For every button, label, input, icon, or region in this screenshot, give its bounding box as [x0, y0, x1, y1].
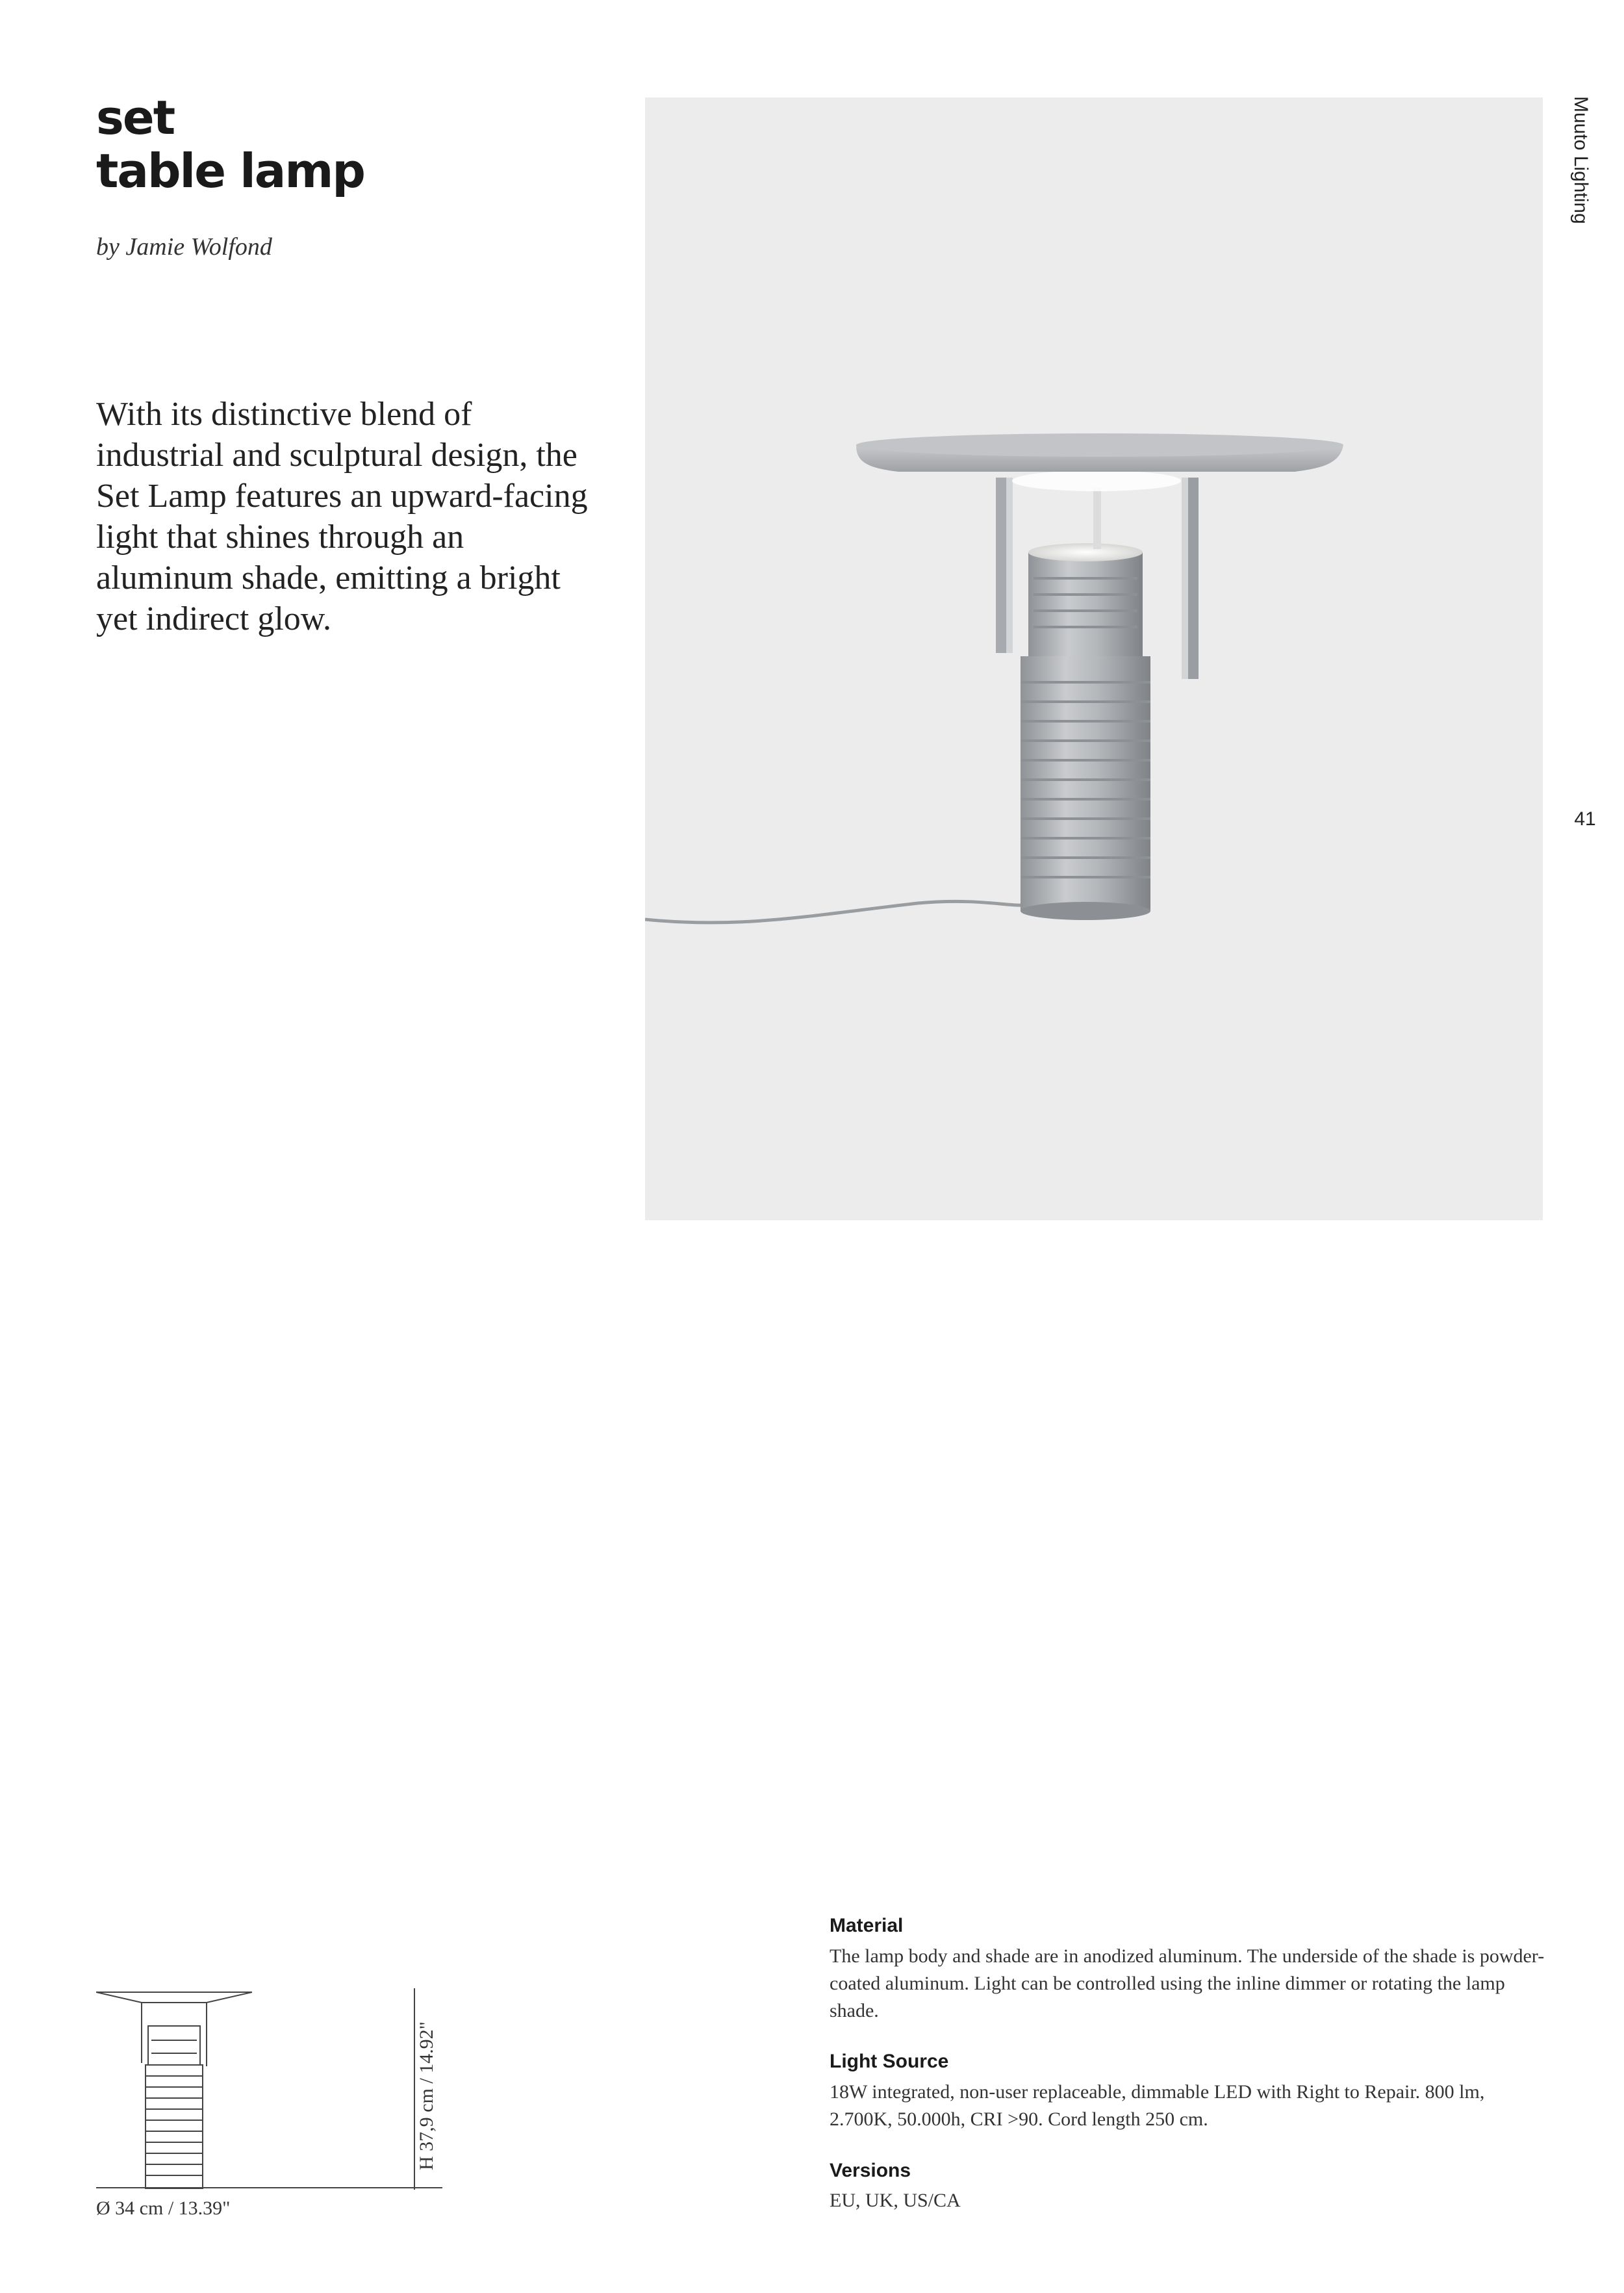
material-text: The lamp body and shade are in anodized aluminum. The underside of the shade is powder-coated aluminum. Light can be controlled using the inline dimmer or rotating the lamp shade. [830, 1945, 1545, 2021]
versions-heading: Versions [830, 2160, 911, 2181]
product-description: With its distinctive blend of industrial and sculptural design, the Set Lamp features an upward-facing light that shines through an aluminum shade, emitting a bright yet indirect glow. [96, 396, 588, 637]
light-source-heading: Light Source [830, 2051, 949, 2072]
height-dimension: H 37,9 cm / 14.92" [416, 2021, 437, 2170]
product-title [96, 91, 364, 198]
dimension-drawing [96, 1988, 453, 2196]
product-photo [645, 97, 1543, 1220]
material-heading: Material [830, 1915, 904, 1936]
brand-label: Muuto Lighting [1570, 96, 1592, 224]
page-number: 41 [1574, 808, 1596, 830]
title-line-1: set [96, 90, 175, 145]
title-line-2: table lamp [96, 144, 364, 198]
dimension-rule [96, 2187, 442, 2188]
diameter-dimension: Ø 34 cm / 13.39" [96, 2197, 231, 2219]
light-source-text: 18W integrated, non-user replaceable, dimmable LED with Right to Repair. 800 lm, 2.700K, 50.000h, CRI >90. Cord length 250 cm. [830, 2081, 1485, 2130]
designer-credit: by Jamie Wolfond [96, 233, 272, 261]
versions-text: EU, UK, US/CA [830, 2190, 961, 2211]
